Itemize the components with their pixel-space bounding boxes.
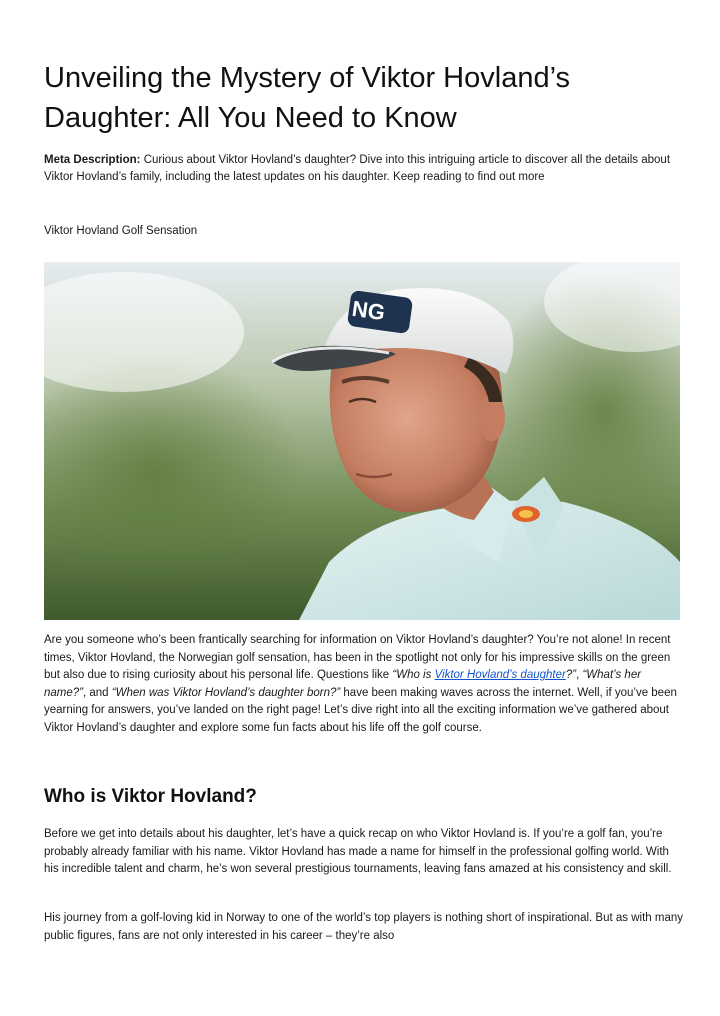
question-3: “When was Viktor Hovland’s daughter born?”	[111, 686, 341, 699]
meta-description	[44, 152, 684, 186]
golfer-portrait-photo	[44, 262, 680, 620]
image-caption: Viktor Hovland Golf Sensation	[44, 225, 198, 237]
section-heading: Who is Viktor Hovland?	[44, 786, 257, 807]
intro-paragraph	[44, 632, 684, 737]
cap-logo-text: NG	[350, 295, 387, 326]
intro-separator-1: ,	[576, 669, 583, 681]
intro-text-2: have been making waves across the internet. Well, if you’ve been yearning for answers, you’ve landed on the right page! Let’s dive right into all the exciting information we’ve gathered about Viktor Hovland’s daughter and explore some fun facts about his life off the golf course.	[44, 686, 677, 734]
intro-separator-2: , and	[83, 686, 112, 699]
article-title: Unveiling the Mystery of Viktor Hovland’s Daughter: All You Need to Know	[44, 62, 570, 134]
meta-description-label: Meta Description:	[44, 154, 141, 166]
question-1-suffix: ?”	[565, 669, 577, 681]
section-paragraph-1: Before we get into details about his daughter, let’s have a quick recap on who Viktor Hovland is. If you’re a golf fan, you’re probably already familiar with his name. Viktor Hovland has made a name for himself in the professional golfing world. With his incredible talent and charm, he’s won several prestigious tournaments, leaving fans amazed at his consistency and skill.	[44, 828, 672, 875]
question-2: “What’s her name?”	[44, 669, 642, 699]
meta-description-text: Curious about Viktor Hovland’s daughter? Dive into this intriguing article to discover all the details about Viktor Hovland’s family, including the latest updates on his daughter. Keep reading to find out more	[44, 154, 671, 183]
daughter-link[interactable]: Viktor Hovland’s daughter	[434, 669, 566, 681]
question-1-prefix: “Who is	[392, 669, 435, 681]
section-paragraph-2: His journey from a golf-loving kid in Norway to one of the world’s top players is nothing short of inspirational. But as with many public figures, fans are not only interested in his career – they’re also	[44, 912, 683, 942]
intro-text-1: Are you someone who’s been frantically searching for information on Viktor Hovland’s daughter? You’re not alone! In recent times, Viktor Hovland, the Norwegian golf sensation, has been in the spotlight not only for his impressive skills on the green but also due to rising curiosity about his personal life. Questions like	[44, 634, 671, 681]
